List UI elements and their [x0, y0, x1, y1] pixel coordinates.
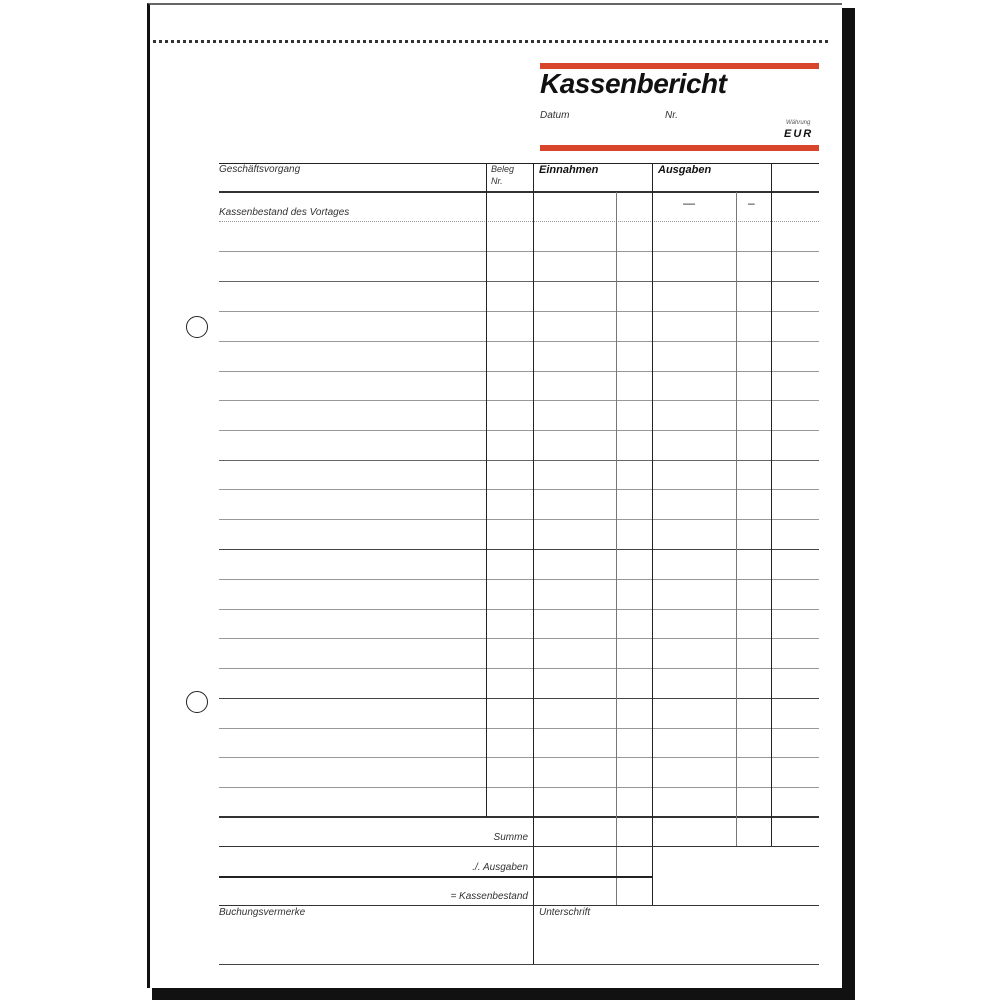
- header-income: Einnahmen: [539, 164, 599, 176]
- col-line-income: [533, 163, 534, 906]
- date-label: Datum: [540, 110, 570, 121]
- form-title: Kassenbericht: [540, 68, 727, 99]
- header-bottom-line: [219, 191, 819, 193]
- previous-day-balance-label: Kassenbestand des Vortages: [219, 207, 350, 218]
- row-line: [219, 638, 819, 639]
- row-line: [219, 549, 819, 550]
- row-line: [219, 400, 819, 401]
- row-line: [219, 430, 819, 431]
- balance-label: = Kassenbestand: [450, 891, 528, 902]
- currency-value: EUR: [784, 128, 814, 140]
- booking-notes-label: Buchungsvermerke: [219, 907, 306, 918]
- currency-label: Währung: [786, 120, 811, 126]
- total-label: Summe: [493, 832, 528, 843]
- page-shadow-bottom: [152, 988, 855, 1000]
- minus-expenses-label: ./. Ausgaben: [472, 862, 528, 873]
- signature-label: Unterschrift: [539, 907, 591, 918]
- col-line-income-cents: [616, 192, 617, 906]
- header-receipt-no: Nr.: [491, 176, 503, 186]
- footer-divider: [533, 906, 534, 964]
- number-label: Nr.: [665, 110, 678, 121]
- row-line: [219, 251, 819, 252]
- row-line: [219, 371, 819, 372]
- header-receipt: Beleg: [491, 164, 515, 174]
- row-line: [219, 787, 819, 788]
- row-line: [219, 698, 819, 699]
- row-line: [219, 609, 819, 610]
- row-line: [219, 460, 819, 461]
- row-line: [219, 519, 819, 520]
- row-line: [219, 757, 819, 758]
- row-line: [219, 579, 819, 580]
- row-line: [219, 728, 819, 729]
- punch-hole-icon: [186, 691, 208, 713]
- row-line: [219, 489, 819, 490]
- footer-bottom-line: [219, 964, 819, 965]
- balance-line: [219, 905, 819, 906]
- accent-bar-bottom: [540, 145, 819, 151]
- total-line: [219, 846, 819, 847]
- header-transaction: Geschäftsvorgang: [219, 164, 301, 175]
- minus-expenses-line: [219, 876, 652, 878]
- row-line: [219, 221, 819, 222]
- header-expenses: Ausgaben: [658, 164, 712, 176]
- row-line: [219, 341, 819, 342]
- col-line-expenses-cents: [736, 192, 737, 847]
- col-line-expenses: [652, 163, 653, 906]
- row-line: [219, 668, 819, 669]
- expense-dash: —: [683, 196, 695, 210]
- punch-hole-icon: [186, 316, 208, 338]
- table-top-line: [219, 163, 819, 164]
- table-body-bottom-line: [219, 816, 819, 818]
- row-line: [219, 311, 819, 312]
- perforation-line: [153, 40, 828, 43]
- row-line: [219, 281, 819, 282]
- expense-cents-dash: –: [748, 196, 755, 210]
- col-line-extra: [771, 163, 772, 847]
- page-shadow-right: [842, 8, 855, 1000]
- col-line-receipt: [486, 163, 487, 817]
